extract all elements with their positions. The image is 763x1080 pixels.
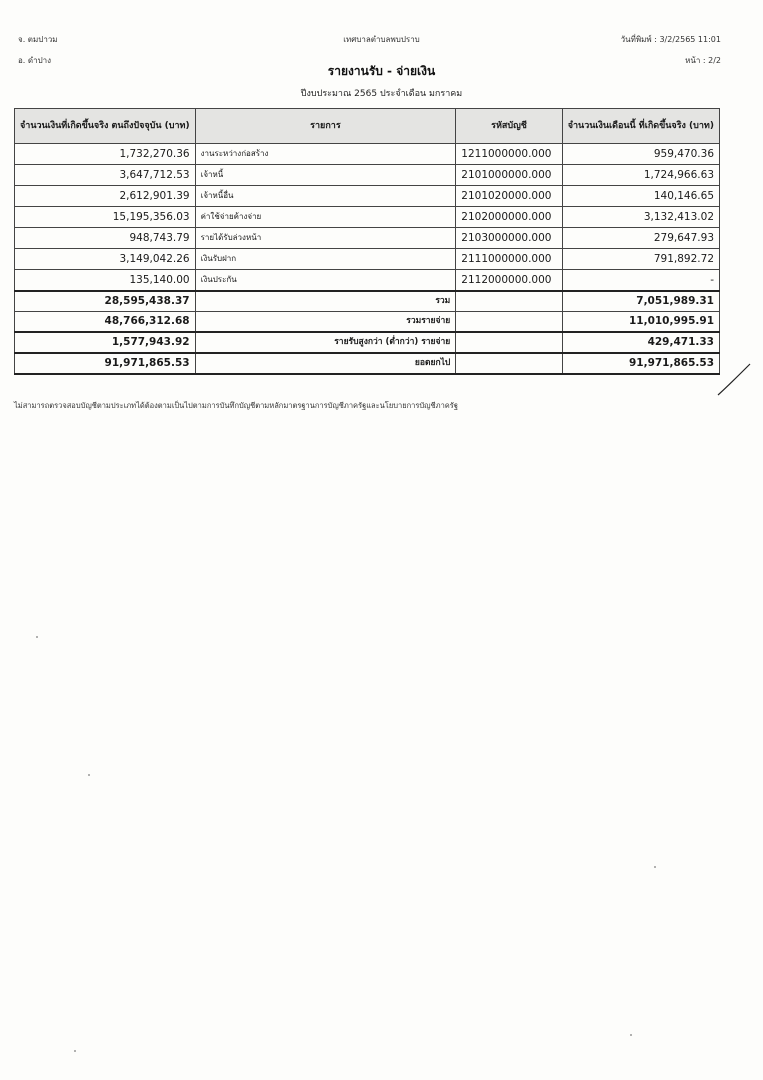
- column-header-ytd: จำนวนเงินที่เกิดขึ้นจริง ตนถึงปัจจุบัน (บาท): [15, 109, 196, 144]
- cell-code: 2112000000.000: [456, 270, 562, 292]
- cell-month: 11,010,995.91: [562, 312, 719, 333]
- cell-item: งานระหว่างก่อสร้าง: [195, 144, 456, 165]
- cell-ytd: 2,612,901.39: [15, 186, 196, 207]
- cell-code-empty: [456, 353, 562, 374]
- cell-item: เงินรับฝาก: [195, 249, 456, 270]
- cell-code: 2111000000.000: [456, 249, 562, 270]
- cell-ytd: 28,595,438.37: [15, 291, 196, 312]
- cell-month: 791,892.72: [562, 249, 719, 270]
- table-row: [15, 165, 720, 186]
- header-district: อ. ดำปาง: [18, 56, 52, 65]
- cell-ytd: 135,140.00: [15, 270, 196, 292]
- cell-month: 959,470.36: [562, 144, 719, 165]
- cell-item: เจ้าหนี้อื่น: [195, 186, 456, 207]
- summary-row-surplus: [15, 332, 720, 353]
- cell-item: ค่าใช้จ่ายค้างจ่าย: [195, 207, 456, 228]
- cell-summary-label: รายรับสูงกว่า (ต่ำกว่า) รายจ่าย: [195, 332, 456, 353]
- summary-row-expenses: [15, 312, 720, 333]
- cell-month: 279,647.93: [562, 228, 719, 249]
- scan-speck: [654, 866, 656, 868]
- cell-summary-label: รวม: [195, 291, 456, 312]
- cell-ytd: 91,971,865.53: [15, 353, 196, 374]
- cell-code: 2101020000.000: [456, 186, 562, 207]
- cell-item: เจ้าหนี้: [195, 165, 456, 186]
- pen-mark: [714, 362, 754, 398]
- cell-ytd: 3,647,712.53: [15, 165, 196, 186]
- cell-item: รายได้รับล่วงหน้า: [195, 228, 456, 249]
- scan-speck: [630, 1034, 632, 1036]
- cell-month: 3,132,413.02: [562, 207, 719, 228]
- cell-code-empty: [456, 332, 562, 353]
- cell-ytd: 15,195,356.03: [15, 207, 196, 228]
- table-row: [15, 270, 720, 292]
- column-header-item: รายการ: [195, 109, 456, 144]
- cell-ytd: 948,743.79: [15, 228, 196, 249]
- column-header-month: จำนวนเงินเดือนนี้ ที่เกิดขึ้นจริง (บาท): [562, 109, 719, 144]
- cell-month: 7,051,989.31: [562, 291, 719, 312]
- table-row: [15, 144, 720, 165]
- cell-ytd: 48,766,312.68: [15, 312, 196, 333]
- cell-code-empty: [456, 312, 562, 333]
- scan-speck: [88, 774, 90, 776]
- cell-month: 1,724,966.63: [562, 165, 719, 186]
- cell-summary-label: รวมรายจ่าย: [195, 312, 456, 333]
- scan-speck: [74, 1050, 76, 1052]
- cell-month: -: [562, 270, 719, 292]
- table-row: [15, 207, 720, 228]
- column-header-code: รหัสบัญชี: [456, 109, 562, 144]
- cell-month: 429,471.33: [562, 332, 719, 353]
- scan-speck: [36, 636, 38, 638]
- cell-code: 2102000000.000: [456, 207, 562, 228]
- cell-code: 2103000000.000: [456, 228, 562, 249]
- report-subtitle: ปีงบประมาณ 2565 ประจำเดือน มกราคม: [300, 89, 463, 99]
- cell-summary-label: ยอดยกไป: [195, 353, 456, 374]
- summary-row-carried-forward: [15, 353, 720, 374]
- report-table: [14, 108, 720, 375]
- header-org-name: เทศบาลตำบลพบปราบ: [343, 35, 420, 44]
- table-row: [15, 186, 720, 207]
- footnote: ไม่สามารถตรวจสอบบัญชีตามประเภทได้ต้องตามเป็นไปตามการบันทึกบัญชีตามหลักมาตรฐานการบัญชีภาครัฐและนโยบายการบัญชีภาครัฐ: [14, 401, 458, 410]
- cell-ytd: 1,577,943.92: [15, 332, 196, 353]
- header-print-date: วันที่พิมพ์ : 3/2/2565 11:01: [620, 35, 721, 44]
- cell-month: 140,146.65: [562, 186, 719, 207]
- table-row: [15, 228, 720, 249]
- report-title: รายงานรับ - จ่ายเงิน: [327, 64, 436, 78]
- table-row: [15, 249, 720, 270]
- cell-code: 2101000000.000: [456, 165, 562, 186]
- cell-month: 91,971,865.53: [562, 353, 719, 374]
- table-header-row: [15, 109, 720, 144]
- header-province: จ. ตมปาวม: [18, 35, 58, 44]
- summary-row-total: [15, 291, 720, 312]
- cell-code-empty: [456, 291, 562, 312]
- header-page-number: หน้า : 2/2: [685, 56, 721, 65]
- cell-ytd: 3,149,042.26: [15, 249, 196, 270]
- cell-ytd: 1,732,270.36: [15, 144, 196, 165]
- cell-code: 1211000000.000: [456, 144, 562, 165]
- cell-item: เงินประกัน: [195, 270, 456, 292]
